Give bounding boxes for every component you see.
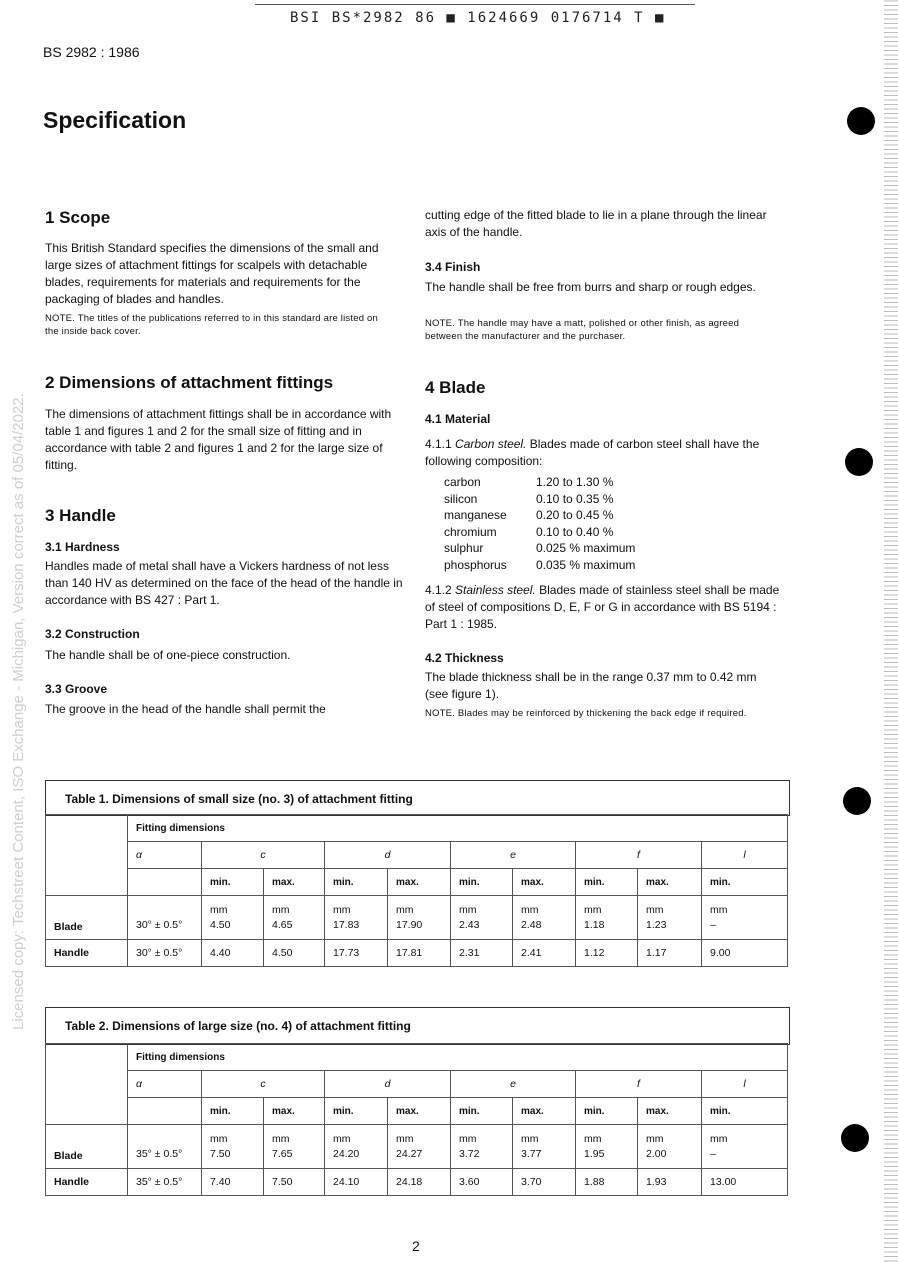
symbol-d: d xyxy=(325,1071,451,1098)
cell-value: mm 4.50 xyxy=(202,896,264,940)
clause-label: Stainless steel. xyxy=(455,583,536,597)
symbol-alpha: α xyxy=(128,842,202,869)
cell-value: mm – xyxy=(702,896,788,940)
composition-row xyxy=(444,557,635,574)
composition-row xyxy=(444,524,635,541)
element-value: 0.025 % maximum xyxy=(536,541,636,555)
subheader: max. xyxy=(388,869,451,896)
subheader-empty xyxy=(128,1098,202,1125)
table-corner xyxy=(46,815,128,896)
punch-hole-dot xyxy=(841,1124,869,1152)
table-row xyxy=(46,896,788,940)
symbol-c: c xyxy=(202,842,325,869)
cell-value: mm 17.90 xyxy=(388,896,451,940)
finish-note: NOTE. The handle may have a matt, polished or other finish, as agreed between the manufacturer and the purchaser. xyxy=(425,318,740,342)
groove-body-continued: cutting edge of the fitted blade to lie in a plane through the linear axis of the handle. xyxy=(425,208,767,239)
row-label: Handle xyxy=(46,1169,128,1196)
carbon-body: Blades made of carbon steel shall have the following composition: xyxy=(425,437,760,468)
cell-value: mm 1.23 xyxy=(638,896,702,940)
carbon-steel-paragraph xyxy=(425,436,790,470)
subheader: max. xyxy=(264,869,325,896)
cell-value: mm 4.65 xyxy=(264,896,325,940)
section-title-scope: 1 Scope xyxy=(45,208,111,227)
scope-note: NOTE. The titles of the publications referred to in this standard are listed on the inside back cover. xyxy=(45,313,378,337)
cell-value: mm 1.95 xyxy=(576,1125,638,1169)
symbol-c: c xyxy=(202,1071,325,1098)
punch-hole-dot xyxy=(845,448,873,476)
subheader: max. xyxy=(513,1098,576,1125)
table-2-caption: Table 2. Dimensions of large size (no. 4) of attachment fitting xyxy=(65,1019,411,1033)
symbol-e: e xyxy=(451,842,576,869)
scope-body: This British Standard specifies the dimensions of the small and large sizes of attachment fittings for scalpels with detachable blades, requirements for materials and requirements for the packaging of blades and handles. xyxy=(45,241,379,306)
cell-value: 2.31 xyxy=(451,940,513,967)
element-value: 0.035 % maximum xyxy=(536,557,636,572)
cell-value: mm 24.27 xyxy=(388,1125,451,1169)
subheader-row xyxy=(46,1098,788,1125)
finish-body: The handle shall be free from burrs and sharp or rough edges. xyxy=(425,280,756,294)
table-2 xyxy=(45,1043,788,1196)
subheader: min. xyxy=(576,1098,638,1125)
symbol-row xyxy=(46,1071,788,1098)
symbol-row xyxy=(46,842,788,869)
cell-value: mm 1.18 xyxy=(576,896,638,940)
cell-value: 4.40 xyxy=(202,940,264,967)
subheader: max. xyxy=(638,869,702,896)
thickness-body: The blade thickness shall be in the range 0.37 mm to 0.42 mm (see figure 1). xyxy=(425,670,757,701)
subheader: max. xyxy=(638,1098,702,1125)
section-title-dimensions: 2 Dimensions of attachment fittings xyxy=(45,373,334,392)
table-1-caption-box xyxy=(45,780,790,816)
group-header: Fitting dimensions xyxy=(128,815,788,842)
cell-value: 3.60 xyxy=(451,1169,513,1196)
subheader-empty xyxy=(128,869,202,896)
cell-value: mm 7.50 xyxy=(202,1125,264,1169)
row-label: Handle xyxy=(46,940,128,967)
subheader: min. xyxy=(202,869,264,896)
cell-value: mm 2.43 xyxy=(451,896,513,940)
cell-value: 3.70 xyxy=(513,1169,576,1196)
subheader: max. xyxy=(513,869,576,896)
cell-value: 9.00 xyxy=(702,940,788,967)
subheader: min. xyxy=(202,1098,264,1125)
finish-title: 3.4 Finish xyxy=(425,260,481,274)
cell-value: 2.41 xyxy=(513,940,576,967)
cell-value: 1.88 xyxy=(576,1169,638,1196)
groove-title: 3.3 Groove xyxy=(45,682,108,696)
composition-row xyxy=(444,540,635,557)
subheader-row xyxy=(46,869,788,896)
cell-value: 7.50 xyxy=(264,1169,325,1196)
alpha-value: 30° ± 0.5° xyxy=(128,940,202,967)
symbol-l: l xyxy=(702,842,788,869)
alpha-value: 30° ± 0.5° xyxy=(128,896,202,940)
dimensions-body: The dimensions of attachment fittings shall be in accordance with table 1 and figures 1 and 2 for the small size of fitting and in accordance with table 2 and figures 1 and 2 for the large size of fitting. xyxy=(45,407,392,472)
thickness-note: NOTE. Blades may be reinforced by thickening the back edge if required. xyxy=(425,708,747,719)
clause-number: 4.1.2 xyxy=(425,583,452,597)
table-corner xyxy=(46,1044,128,1125)
composition-row xyxy=(444,507,635,524)
cell-value: mm 24.20 xyxy=(325,1125,388,1169)
symbol-l: l xyxy=(702,1071,788,1098)
element-name: carbon xyxy=(444,475,481,489)
group-header: Fitting dimensions xyxy=(128,1044,788,1071)
material-title: 4.1 Material xyxy=(425,412,491,426)
symbol-d: d xyxy=(325,842,451,869)
construction-body: The handle shall be of one-piece construction. xyxy=(45,648,291,662)
hardness-body: Handles made of metal shall have a Vickers hardness of not less than 140 HV as determined on the face of the head of the handle in accordance with BS 427 : Part 1. xyxy=(45,559,403,607)
clause-label: Carbon steel. xyxy=(455,437,527,451)
hardness-title: 3.1 Hardness xyxy=(45,540,120,554)
page-number: 2 xyxy=(412,1238,420,1254)
cell-value: mm 17.83 xyxy=(325,896,388,940)
element-name: manganese xyxy=(444,508,507,522)
element-value: 0.20 to 0.45 % xyxy=(536,508,614,522)
row-label: Blade xyxy=(46,896,128,940)
table-row xyxy=(46,1125,788,1169)
cell-value: 17.81 xyxy=(388,940,451,967)
construction-title: 3.2 Construction xyxy=(45,627,140,641)
element-name: chromium xyxy=(444,524,497,539)
subheader: min. xyxy=(702,869,788,896)
composition-row xyxy=(444,491,635,508)
subheader: max. xyxy=(388,1098,451,1125)
document-id: BS 2982 : 1986 xyxy=(43,44,140,60)
subheader: min. xyxy=(451,869,513,896)
table-header-row xyxy=(46,1044,788,1071)
element-value: 1.20 to 1.30 % xyxy=(536,475,614,489)
subheader: min. xyxy=(451,1098,513,1125)
clause-number: 4.1.1 xyxy=(425,437,452,451)
cell-value: 24.18 xyxy=(388,1169,451,1196)
cell-value: 1.17 xyxy=(638,940,702,967)
cell-value: 1.93 xyxy=(638,1169,702,1196)
table-header-row xyxy=(46,815,788,842)
section-title-handle: 3 Handle xyxy=(45,506,116,525)
symbol-e: e xyxy=(451,1071,576,1098)
table-row xyxy=(46,940,788,967)
cell-value: 17.73 xyxy=(325,940,388,967)
element-value: 0.10 to 0.35 % xyxy=(536,491,614,506)
subheader: min. xyxy=(576,869,638,896)
cell-value: 7.40 xyxy=(202,1169,264,1196)
subheader: min. xyxy=(325,1098,388,1125)
cell-value: mm 3.72 xyxy=(451,1125,513,1169)
subheader: min. xyxy=(702,1098,788,1125)
subheader: max. xyxy=(264,1098,325,1125)
cell-value: mm 3.77 xyxy=(513,1125,576,1169)
alpha-value: 35° ± 0.5° xyxy=(128,1169,202,1196)
cell-value: mm – xyxy=(702,1125,788,1169)
table-1 xyxy=(45,814,788,967)
element-name: phosphorus xyxy=(444,557,507,572)
section-title-blade: 4 Blade xyxy=(425,378,486,397)
element-name: sulphur xyxy=(444,541,484,555)
table-1-caption: Table 1. Dimensions of small size (no. 3) of attachment fitting xyxy=(65,792,413,806)
composition-table xyxy=(444,474,635,573)
cell-value: mm 7.65 xyxy=(264,1125,325,1169)
row-label: Blade xyxy=(46,1125,128,1169)
cell-value: 24.10 xyxy=(325,1169,388,1196)
table-2-caption-box xyxy=(45,1007,790,1045)
document-code: BSI BS*2982 86 ■ 1624669 0176714 T ■ xyxy=(290,10,666,26)
symbol-alpha: α xyxy=(128,1071,202,1098)
header-rule xyxy=(255,4,695,5)
cell-value: 1.12 xyxy=(576,940,638,967)
cell-value: 4.50 xyxy=(264,940,325,967)
stainless-body: Blades made of stainless steel shall be made of steel of compositions D, E, F or G in accordance with BS 5194 : Part 1 : 1985. xyxy=(425,583,780,631)
element-name: silicon xyxy=(444,491,478,506)
punch-hole-dot xyxy=(843,787,871,815)
table-row xyxy=(46,1169,788,1196)
composition-row xyxy=(444,474,635,491)
stainless-steel-paragraph xyxy=(425,582,790,633)
cell-value: mm 2.48 xyxy=(513,896,576,940)
subheader: min. xyxy=(325,869,388,896)
page-title: Specification xyxy=(43,107,187,133)
element-value: 0.10 to 0.40 % xyxy=(536,524,614,539)
symbol-f: f xyxy=(576,1071,702,1098)
thickness-title: 4.2 Thickness xyxy=(425,651,504,665)
punch-hole-dot xyxy=(847,107,875,135)
license-watermark: Licensed copy: Techstreet Content, ISO Exchange - Michigan, Version correct as of 05/04/2022. xyxy=(10,393,27,1030)
cell-value: 13.00 xyxy=(702,1169,788,1196)
scan-edge xyxy=(884,0,898,1263)
cell-value: mm 2.00 xyxy=(638,1125,702,1169)
groove-body: The groove in the head of the handle shall permit the xyxy=(45,702,326,716)
symbol-f: f xyxy=(576,842,702,869)
alpha-value: 35° ± 0.5° xyxy=(128,1125,202,1169)
